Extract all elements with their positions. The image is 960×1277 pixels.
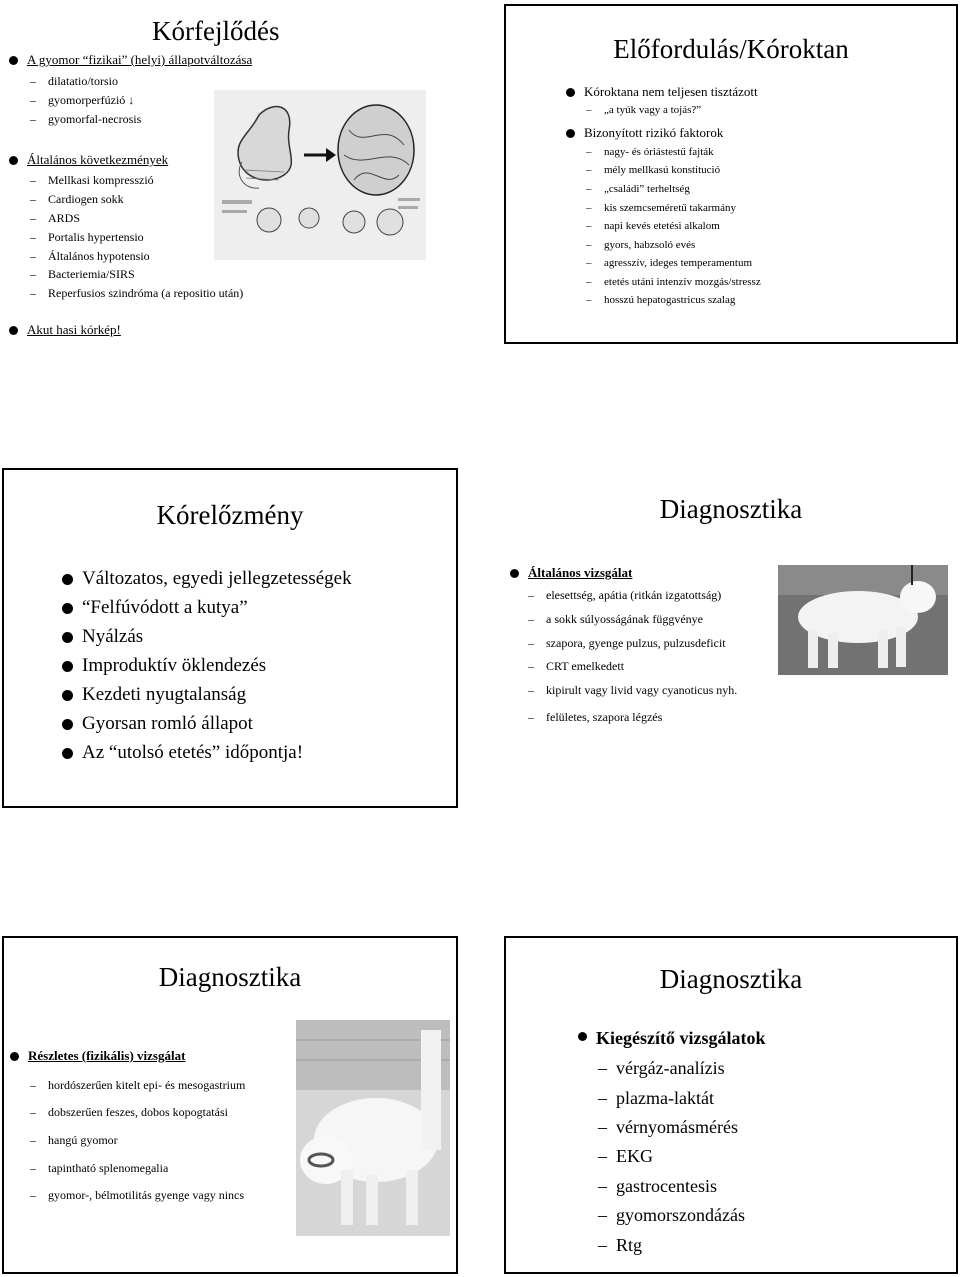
sub-item: – plazma-laktát [616, 1088, 714, 1109]
sub-item: – Bacteriemia/SIRS [48, 267, 135, 282]
slide-elofordulas [504, 4, 958, 344]
slide-title: Diagnosztika [158, 962, 302, 992]
bullet-text: Általános következmények [27, 152, 169, 167]
sub-item: – gastrocentesis [616, 1176, 717, 1197]
sub-item: – nagy- és óriástestű fajták [604, 146, 714, 158]
sub-item: – felületes, szapora légzés [546, 710, 662, 725]
slide-title: Diagnosztika [659, 494, 803, 524]
slide-title: Diagnosztika [659, 964, 803, 994]
bullet-text: Részletes (fizikális) vizsgálat [28, 1048, 186, 1063]
dog-exam-photo [296, 1020, 450, 1236]
sub-item: – EKG [616, 1146, 653, 1167]
sub-item: – tapintható splenomegalia [48, 1161, 168, 1176]
sub-item: – „a tyúk vagy a tojás?” [604, 104, 701, 116]
sub-item: – CRT emelkedett [546, 659, 624, 674]
slide-title: Kórfejlődés [152, 16, 280, 46]
stomach-torsion-illustration [214, 90, 426, 260]
sub-item: – szapora, gyenge pulzus, pulzusdeficit [546, 636, 726, 651]
sub-item: – hosszú hepatogastricus szalag [604, 294, 735, 306]
sub-item: – gyomorszondázás [616, 1205, 745, 1226]
sub-item: – dobszerűen feszes, dobos kopogtatási [48, 1105, 228, 1120]
bullet-text: Improduktív öklendezés [82, 655, 267, 676]
slide-diagnosztika-kiegeszito [504, 936, 958, 1274]
bullet-text: Az “utolsó etetés” időpontja! [82, 742, 304, 763]
bullet-text: Kóroktana nem teljesen tisztázott [584, 84, 758, 99]
sub-item: – Reperfusios szindróma (a repositio után) [48, 286, 243, 301]
sub-item: – mély mellkasú konstitució [604, 164, 720, 176]
sub-item: – vérgáz-analízis [616, 1058, 725, 1079]
slide-title: Előfordulás/Kóroktan [613, 34, 849, 64]
slide-title: Kórelőzmény [156, 500, 304, 530]
sub-item: – gyomorfal-necrosis [48, 112, 141, 127]
sub-item: – napi kevés etetési alkalom [604, 220, 720, 232]
sub-item: – kipirult vagy livid vagy cyanoticus nyh. [546, 683, 737, 698]
bullet-text: Gyorsan romló állapot [82, 713, 253, 734]
sub-item: – Általános hypotensio [48, 249, 150, 264]
sub-item: – gyors, habzsoló evés [604, 239, 695, 251]
slide-korelozmeny [2, 468, 458, 808]
sub-item: – dilatatio/torsio [48, 74, 118, 89]
bullet-text: Kiegészítő vizsgálatok [596, 1028, 766, 1048]
sub-item: – elesettség, apátia (ritkán izgatottság) [546, 588, 721, 603]
dog-photo [778, 565, 948, 675]
slide-diagnosztika-reszletes [2, 936, 458, 1274]
bullet-text: “Felfúvódott a kutya” [82, 597, 248, 618]
slide-korfejlodes [2, 2, 458, 344]
sub-item: – ARDS [48, 211, 80, 226]
bullet-text: Általános vizsgálat [528, 565, 633, 580]
bullet-text: A gyomor “fizikai” (helyi) állapotváltozása [27, 52, 253, 67]
sub-item-continuation: – hangú gyomor [48, 1133, 118, 1148]
sub-item: – a sokk súlyosságának függvénye [546, 612, 703, 627]
sub-item: – vérnyomásmérés [616, 1117, 738, 1138]
bullet-text: Nyálzás [82, 626, 144, 647]
sub-item: – Rtg [616, 1235, 642, 1256]
sub-item: – agresszív, ideges temperamentum [604, 257, 752, 269]
bullet-text: Változatos, egyedi jellegzetességek [82, 568, 352, 589]
sub-item: – Mellkasi kompresszió [48, 173, 154, 188]
sub-item: – hordószerűen kitelt epi- és mesogastrium [48, 1078, 245, 1093]
sub-item: – gyomor-, bélmotilitás gyenge vagy nincs [48, 1188, 244, 1203]
sub-item: – Portalis hypertensio [48, 230, 144, 245]
sub-item: – „családi” terheltség [604, 183, 690, 195]
sub-item: – kis szemcseméretű takarmány [604, 202, 736, 214]
bullet-text: Bizonyított rizikó faktorok [584, 125, 724, 140]
sub-item: – gyomorperfúzió ↓ [48, 93, 134, 108]
sub-item: – etetés utáni intenzív mozgás/stressz [604, 276, 761, 288]
bullet-text: Kezdeti nyugtalanság [82, 684, 247, 705]
slide-diagnosztika-altalanos [504, 470, 958, 810]
sub-item: – Cardiogen sokk [48, 192, 124, 207]
bullet-text: Akut hasi kórkép! [27, 322, 121, 337]
